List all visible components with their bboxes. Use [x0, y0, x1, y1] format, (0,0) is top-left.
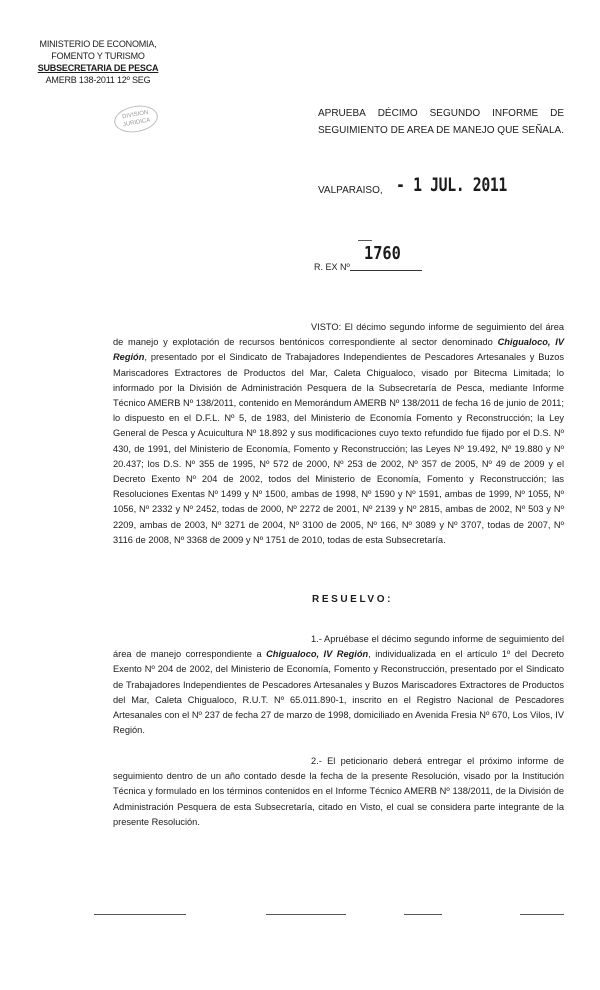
footer-rule — [404, 914, 442, 915]
number-mark — [358, 240, 372, 241]
ministry-name: MINISTERIO DE ECONOMIA, — [39, 39, 157, 49]
article-1: 1.- Apruébase el décimo segundo informe de seguimiento del área de manejo correspondiente a Chigualoco, IV Región, individualizada en el artículo 1º del Decreto Exento Nº 204 de 2002, del Ministerio de Economía, Fomento y Reconstrucción, presentado por el Sindicato de Trabajadores Independientes de Pescadores Artesanales y Buzos Mariscadores Extractores de Productos del Mar, Caleta Chigualoco, R.U.T. Nº 65.011.890-1, inscrito en el Registro Nacional de Pescadores Artesanales con el Nº 237 de fecha 27 de marzo de 1998, domiciliado en Avenida Fresia Nº 670, Los Vilos, IV Región. — [113, 634, 564, 736]
resolution-number: 1760 — [364, 243, 401, 264]
footer-rule — [520, 914, 564, 915]
footer-rule — [94, 914, 186, 915]
resuelvo-heading: RESUELVO: — [312, 594, 393, 605]
subject-line-2: SEGUIMIENTO DE AREA DE MANEJO QUE SEÑALA. — [318, 125, 564, 136]
visto-paragraph: VISTO: El décimo segundo informe de seguimiento del área de manejo y explotación de recursos bentónicos correspondiente al sector denominado Chigualoco, IV Región, presentado por el Sindicato de Trabajadores Independientes de Pescadores Artesanales y Buzos Mariscadores Extractores de Productos del Mar, Caleta Chigualoco, visado por Bitecma Limitada; lo informado por la División de Administración Pesquera de la Subsecretaría de Pesca, mediante Informe Técnico AMERB Nº 138/2011, contenido en Memorándum AMERB Nº 138/2011 de fecha 16 de junio de 2011; lo dispuesto en el D.F.L. Nº 5, de 1983, del Ministerio de Economía Fomento y Reconstrucción; la Ley General de Pesca y Acuicultura Nº 18.892 y sus modificaciones cuyo texto refundido fue fijado por el D.S. Nº 430, de 1991, del Ministerio de Economía, Fomento y Reconstrucción; las Leyes Nº 19.492, Nº 19.880 y Nº 20.437; los D.S. Nº 355 de 1995, Nº 572 de 2000, Nº 253 de 2002, Nº 357 de 2005, Nº 49 de 2009 y el Decreto Exento Nº 204 de 2002, todos del Ministerio de Economía, Fomento y Reconstrucción; las Resoluciones Exentas Nº 1499 y Nº 1500, ambas de 1998, Nº 1590 y Nº 1591, ambas de 1999, Nº 1055, Nº 1056, Nº 2332 y Nº 2452, todas de 2000, Nº 2272 de 2001, Nº 2139 y Nº 2815, ambas de 2002, Nº 503 y Nº 2209, ambas de 2003, Nº 3271 de 2004, Nº 3100 de 2005, Nº 166, Nº 3089 y Nº 3707, todas de 2007, Nº 3116 de 2008, Nº 3368 de 2009 y Nº 1751 de 2010, todas de esta Subsecretaría. — [113, 322, 564, 545]
article-2: 2.- El peticionario deberá entregar el próximo informe de seguimiento dentro de un año contado desde la fecha de la presente Resolución, visado por la Institución Técnica y formulado en los términos contenidos en el Informe Técnico AMERB Nº 138/2011, de la División de Administración Pesquera de esta Subsecretaría, citado en Visto, el cual se considera parte integrante de la presente Resolución. — [113, 756, 564, 827]
resolution-subject — [318, 105, 564, 139]
footer-rule — [266, 914, 346, 915]
date-stamp: - 1 JUL. 2011 — [396, 174, 507, 196]
ministry-header — [18, 38, 178, 86]
resolution-label: R. EX Nº — [314, 262, 350, 272]
undersecretariat-name: SUBSECRETARIA DE PESCA — [37, 63, 159, 73]
number-underline — [350, 270, 422, 271]
subject-line-1: APRUEBA DÉCIMO SEGUNDO INFORME DE — [318, 108, 564, 119]
division-stamp: DIVISION JURIDICA — [112, 102, 160, 135]
sector-name: Chigualoco, IV Región — [266, 649, 369, 660]
place-label: VALPARAISO, — [318, 185, 383, 196]
ministry-subtitle: FOMENTO Y TURISMO — [51, 51, 145, 61]
sector-name: Chigualoco, IV Región — [113, 337, 564, 363]
file-reference: AMERB 138-2011 12º SEG — [45, 75, 151, 85]
